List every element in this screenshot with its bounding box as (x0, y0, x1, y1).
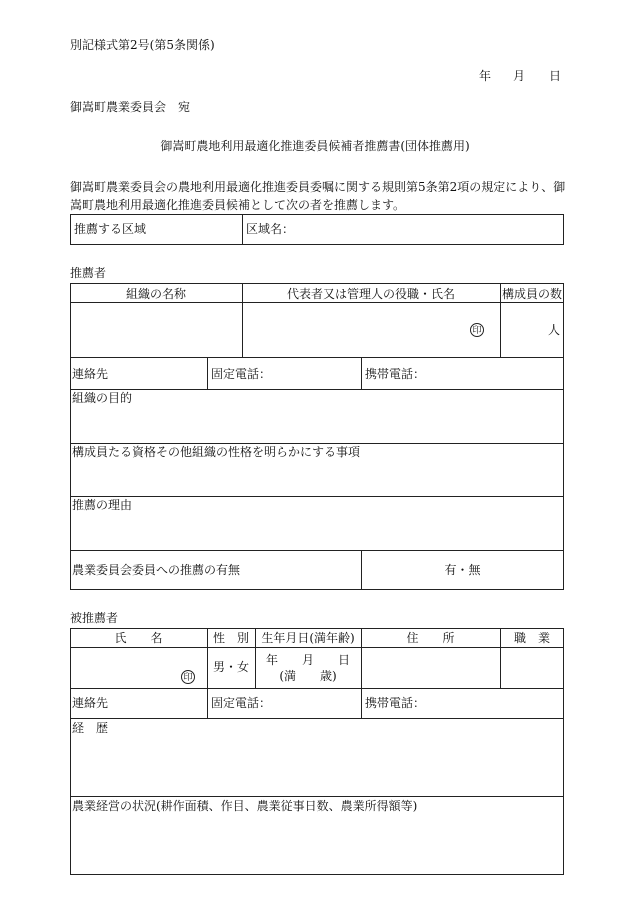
intro-line-2: 嵩町農地利用最適化推進委員候補として次の者を推薦します。 (70, 198, 406, 212)
member-unit: 人 (548, 323, 561, 337)
rec-row-line-1 (70, 357, 564, 358)
date-month: 月 (513, 69, 526, 83)
committee-label: 農業委員会委員への推薦の有無 (72, 563, 241, 577)
nom-landline-label: 固定電話： (211, 696, 272, 710)
nom-header-line (70, 647, 564, 648)
qualification-label: 構成員たる資格その他組織の性格を明らかにする事項 (72, 445, 361, 459)
area-divider (242, 214, 243, 245)
recommender-section-label: 推薦者 (70, 266, 107, 280)
birth-line-1: 年 月 日 (265, 653, 350, 667)
col-name: 氏 名 (114, 631, 163, 645)
nom-mobile-label: 携帯電話： (365, 696, 426, 710)
gender-value: 男・女 (212, 660, 249, 674)
reason-label: 推薦の理由 (72, 498, 133, 512)
addressee: 御嵩町農業委員会 宛 (70, 100, 191, 114)
rec-row-line-2 (70, 389, 564, 390)
area-name-label: 区域名： (246, 222, 295, 236)
rec-row-line-5 (70, 550, 564, 551)
document-title: 御嵩町農地利用最適化推進委員候補者推薦書(団体推薦用) (160, 139, 470, 153)
rec-row-line-4 (70, 496, 564, 497)
rec-contact-label: 連絡先 (72, 367, 109, 381)
col-occupation: 職 業 (513, 631, 550, 645)
purpose-label: 組織の目的 (72, 391, 133, 405)
recommender-table (70, 283, 564, 590)
rec-landline-label: 固定電話： (211, 367, 272, 381)
career-label: 経 歴 (72, 721, 109, 735)
nominee-section-label: 被推薦者 (70, 611, 119, 625)
col-org-name: 組織の名称 (125, 287, 186, 301)
nominee-seal-icon: 印 (181, 670, 195, 684)
nom-row-line-1 (70, 688, 564, 689)
intro-line-1: 御嵩町農業委員会の農地利用最適化推進委員委嘱に関する規則第5条第2項の規定により、御 (70, 180, 566, 194)
rec-contact-divider-2 (361, 357, 362, 389)
col-member-count: 構成員の数 (501, 287, 562, 301)
col-birth: 生年月日(満年齢) (261, 631, 355, 645)
col-representative: 代表者又は管理人の役職・氏名 (286, 287, 455, 301)
date-year: 年 (479, 69, 492, 83)
rec-header-line (70, 302, 564, 303)
col-gender: 性 別 (212, 631, 249, 645)
form-number: 別記様式第2号(第5条関係) (70, 38, 215, 52)
seal-icon: 印 (470, 323, 484, 337)
col-address: 住 所 (406, 631, 455, 645)
rec-row-line-3 (70, 443, 564, 444)
rec-contact-divider-1 (207, 357, 208, 389)
nom-contact-label: 連絡先 (72, 696, 109, 710)
area-label: 推薦する区域 (74, 222, 147, 236)
nom-row-line-2 (70, 718, 564, 719)
rec-mobile-label: 携帯電話： (365, 367, 426, 381)
date-day: 日 (549, 69, 562, 83)
committee-value: 有・無 (444, 563, 481, 577)
farm-status-label: 農業経営の状況(耕作面積、作目、農業従事日数、農業所得額等) (72, 799, 418, 813)
nom-row-line-3 (70, 796, 564, 797)
birth-line-2: (満 歳) (279, 669, 337, 683)
